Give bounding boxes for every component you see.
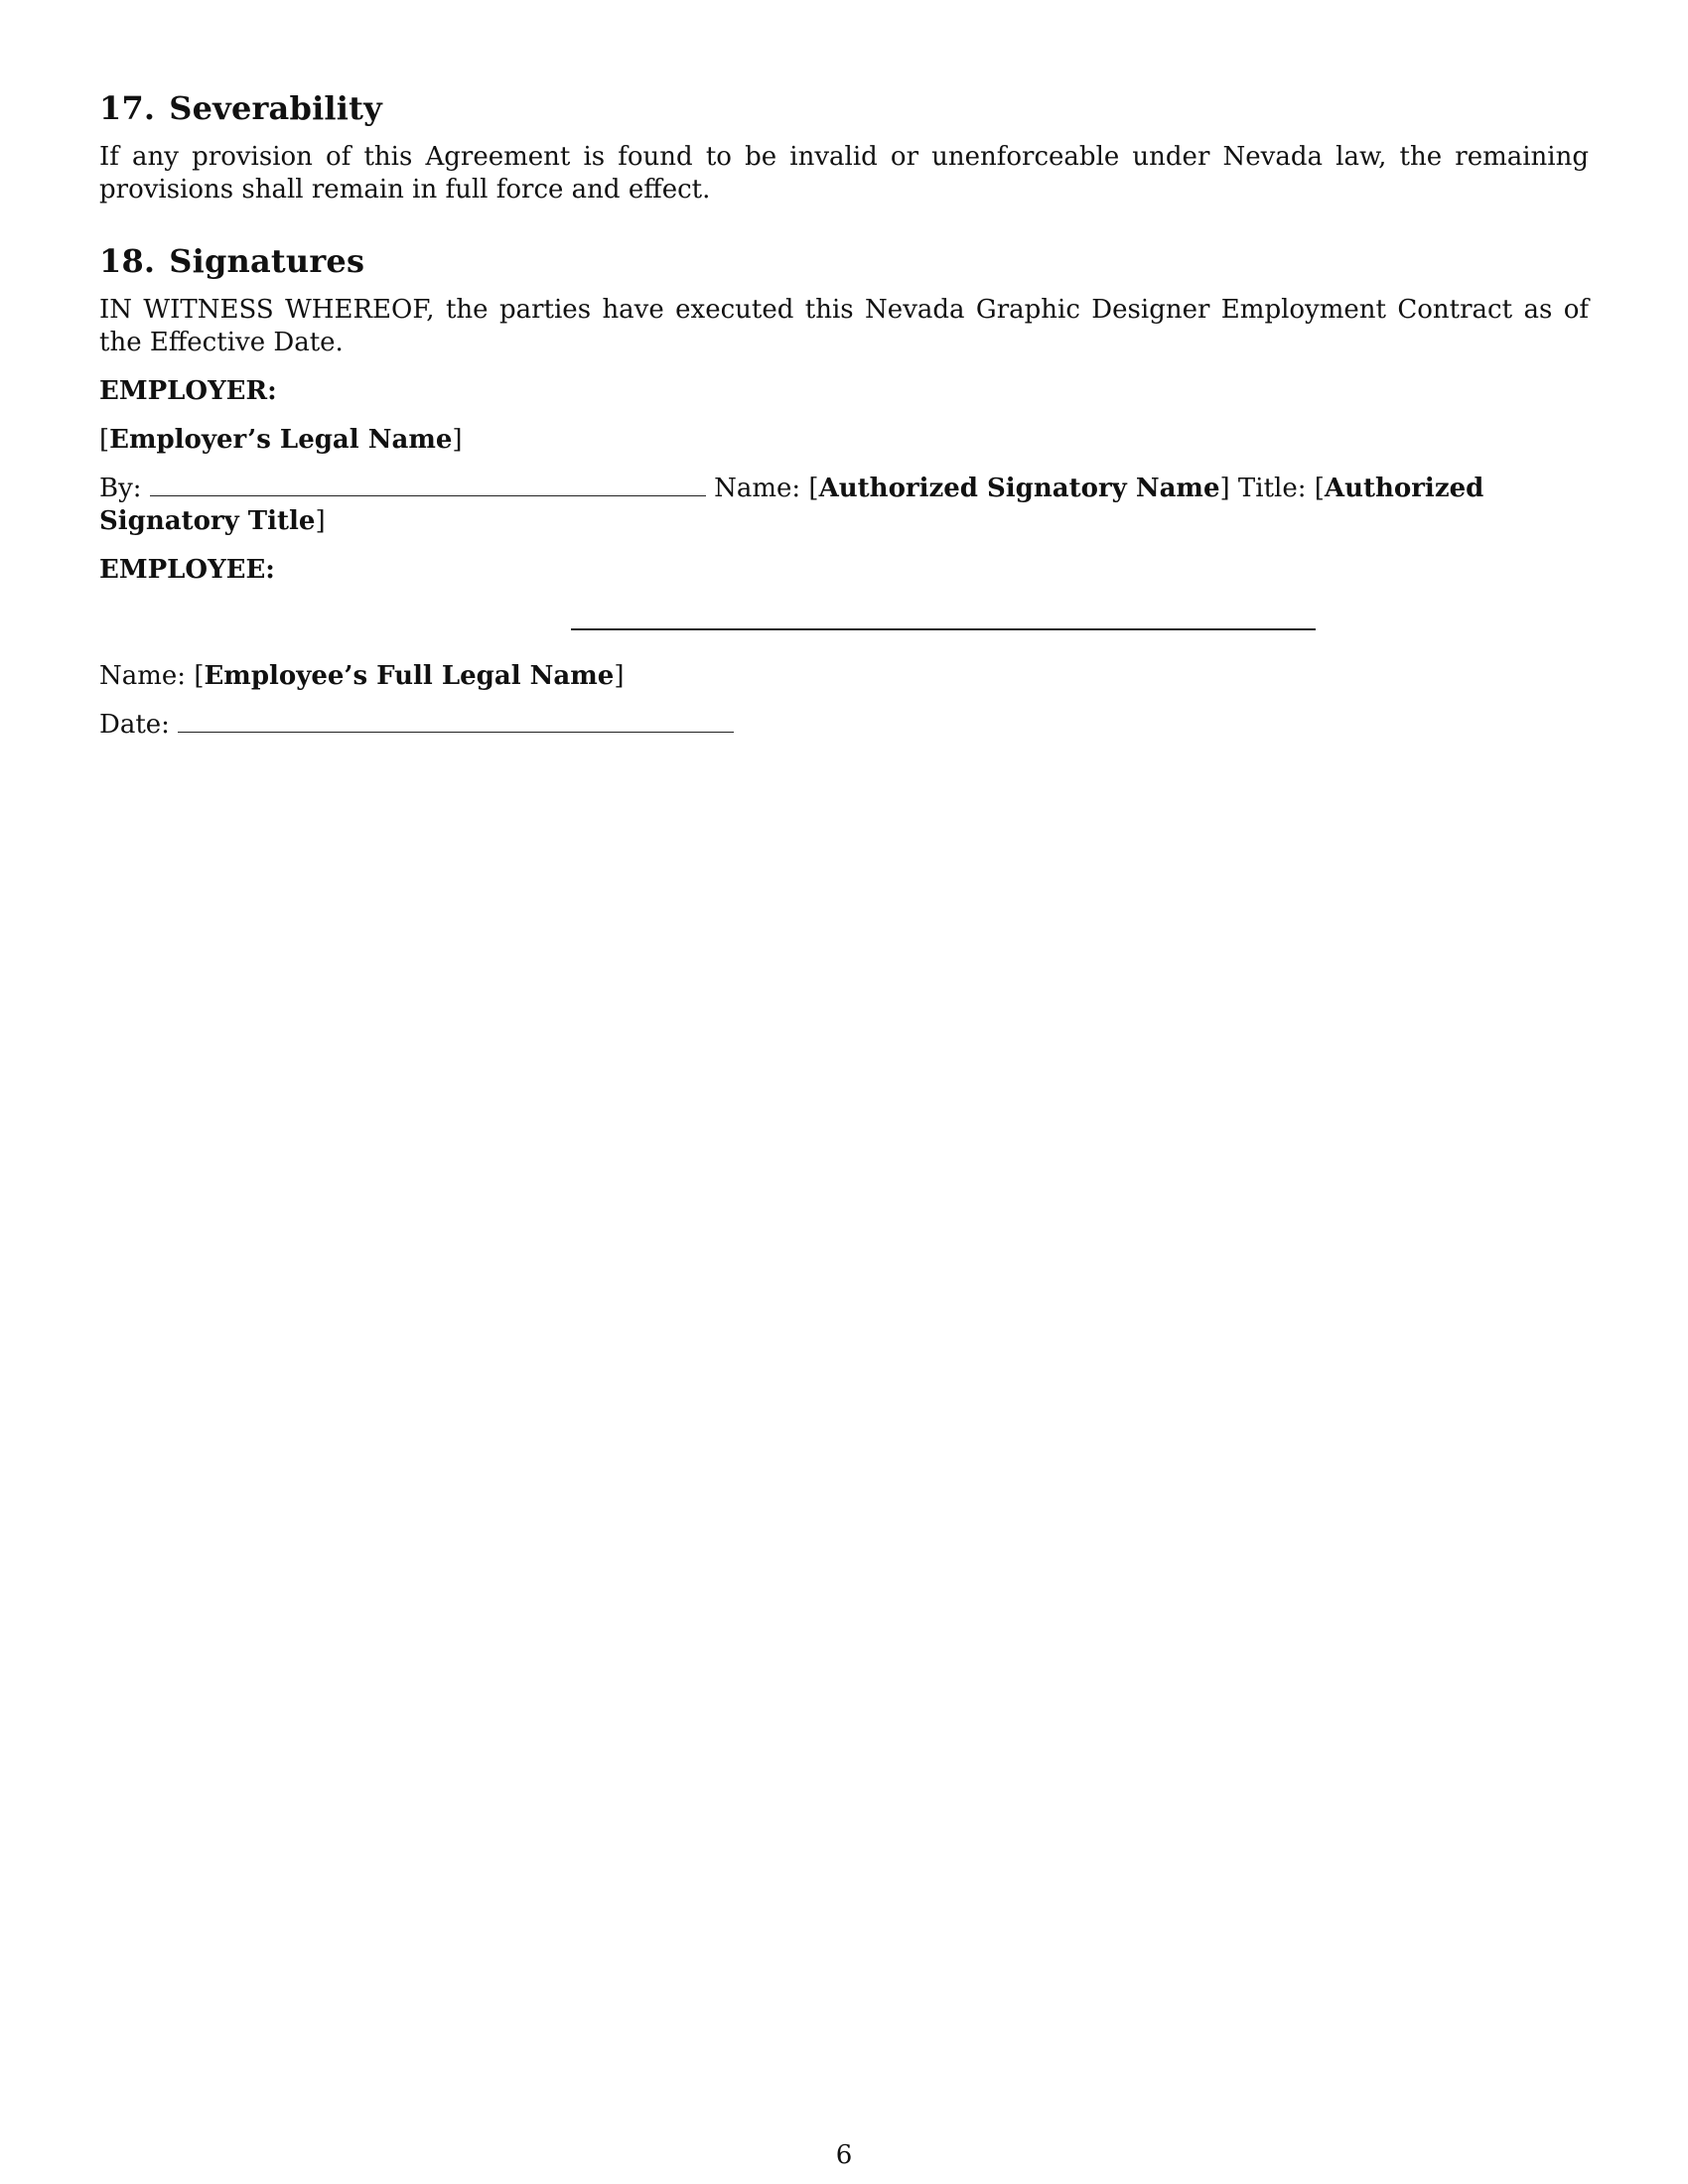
section-number: 18. bbox=[99, 242, 156, 280]
section-heading bbox=[99, 89, 1589, 127]
name-label: Name: bbox=[99, 661, 187, 691]
signatory-title-value: Authorized Signatory Title bbox=[99, 474, 1484, 536]
signatures-text: IN WITNESS WHEREOF, the parties have executed this Nevada Graphic Designer Employment Contract as of the Effective Date. bbox=[99, 295, 1589, 357]
employer-legal-name: [Employer’s Legal Name] bbox=[99, 425, 463, 455]
employer-block bbox=[99, 375, 1589, 538]
document-content bbox=[99, 89, 1589, 742]
employee-date-blank[interactable] bbox=[178, 710, 734, 733]
section-signatures bbox=[99, 242, 1589, 742]
employer-signature-blank[interactable] bbox=[150, 474, 706, 496]
employer-legal-name-value: Employer’s Legal Name bbox=[109, 425, 453, 455]
by-label: By: bbox=[99, 474, 142, 503]
section-severability bbox=[99, 89, 1589, 206]
page-number: 6 bbox=[835, 2140, 853, 2170]
employee-full-name-value: Employee’s Full Legal Name bbox=[204, 661, 615, 691]
employer-signatory-line: By: Name: [Authorized Signatory Name] Title: [Authorized Signatory Title] bbox=[99, 474, 1484, 536]
section-number: 17. bbox=[99, 89, 156, 127]
name-label: Name: bbox=[714, 474, 801, 503]
section-title: Severability bbox=[169, 89, 382, 127]
severability-text: If any provision of this Agreement is found to be invalid or unenforceable under Nevada law, the remaining provisions shall remain in full force and effect. bbox=[99, 142, 1589, 205]
employee-name-line: Name: [Employee’s Full Legal Name] bbox=[99, 661, 625, 691]
date-label: Date: bbox=[99, 710, 170, 740]
employee-signature-line[interactable] bbox=[571, 628, 1316, 630]
title-label: Title: bbox=[1237, 474, 1307, 503]
employee-heading: EMPLOYEE: bbox=[99, 555, 275, 585]
employee-block bbox=[99, 554, 1589, 742]
section-title: Signatures bbox=[169, 242, 365, 280]
employee-date-line bbox=[99, 709, 1589, 742]
section-heading bbox=[99, 242, 1589, 280]
employer-heading: EMPLOYER: bbox=[99, 376, 277, 406]
employee-signature-area bbox=[99, 587, 1589, 642]
signatory-name-value: Authorized Signatory Name bbox=[818, 474, 1220, 503]
